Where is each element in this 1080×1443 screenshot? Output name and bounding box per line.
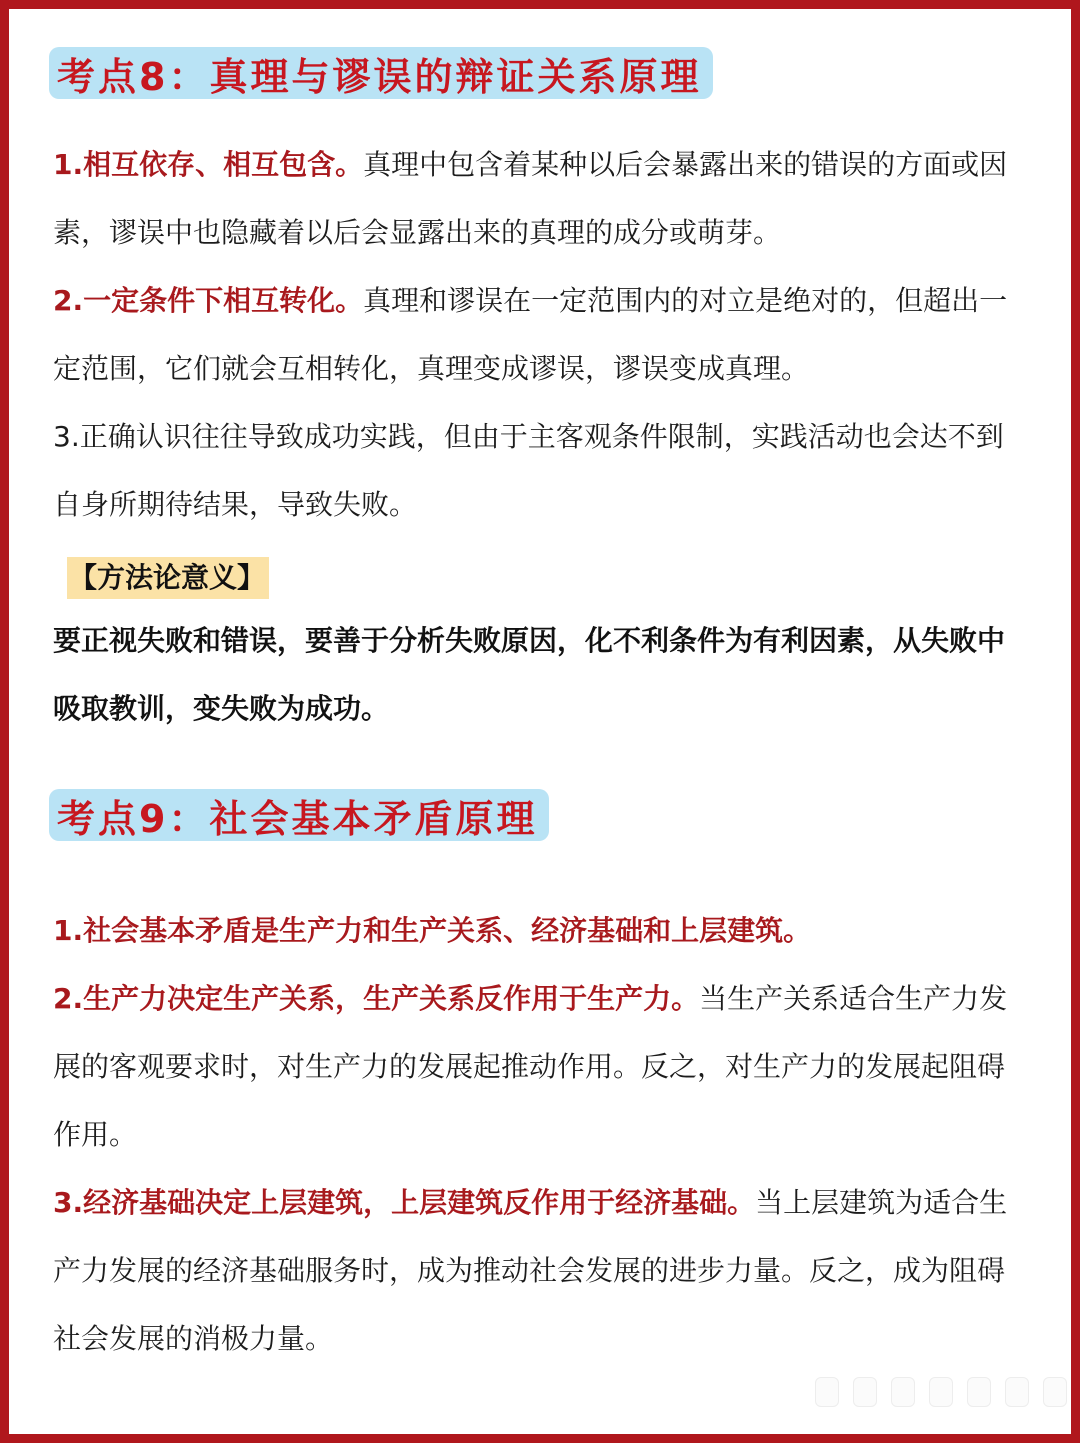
methodology-tag: 【方法论意义】	[67, 557, 269, 599]
point-text: 真理中包含着某种以后会暴露出来的错误的方面或因素，谬误中也隐藏着以后会显露出来的真理的成分或萌芽。	[53, 148, 1008, 249]
section-9-point-2	[53, 965, 1023, 1169]
section-9-point-1	[53, 897, 1023, 965]
point-text: 真理和谬误在一定范围内的对立是绝对的，但超出一定范围，它们就会互相转化，真理变成谬误，谬误变成真理。	[53, 284, 1008, 385]
point-text: 当上层建筑为适合生产力发展的经济基础服务时，成为推动社会发展的进步力量。反之，成为阻碍社会发展的消极力量。	[53, 1186, 1008, 1355]
point-lead: 2.生产力决定生产关系，生产关系反作用于生产力。	[53, 982, 700, 1015]
section-8-heading	[49, 47, 713, 99]
watermark-mark	[1005, 1377, 1029, 1407]
watermark-mark	[929, 1377, 953, 1407]
watermark-mark	[815, 1377, 839, 1407]
watermark-mark	[967, 1377, 991, 1407]
section-8-point-2	[53, 267, 1023, 403]
point-lead: 2.一定条件下相互转化。	[53, 284, 364, 317]
section-8-point-1	[53, 131, 1023, 267]
section-9-heading	[49, 789, 549, 841]
watermark-mark	[1043, 1377, 1067, 1407]
watermark-sticker	[815, 1377, 1067, 1407]
section-8-point-3	[53, 403, 1023, 539]
point-text: 当生产关系适合生产力发展的客观要求时，对生产力的发展起推动作用。反之，对生产力的发展起阻碍作用。	[53, 982, 1008, 1151]
document-page	[9, 9, 1071, 1434]
methodology-text: 要正视失败和错误，要善于分析失败原因，化不利条件为有利因素，从失败中吸取教训，变失败为成功。	[53, 624, 1006, 725]
point-lead: 3.经济基础决定上层建筑，上层建筑反作用于经济基础。	[53, 1186, 756, 1219]
point-lead: 1.社会基本矛盾是生产力和生产关系、经济基础和上层建筑。	[53, 914, 812, 947]
section-9-point-3	[53, 1169, 1023, 1373]
point-text: 3.正确认识往往导致成功实践，但由于主客观条件限制，实践活动也会达不到自身所期待结果，导致失败。	[53, 420, 1004, 521]
watermark-mark	[853, 1377, 877, 1407]
point-lead: 1.相互依存、相互包含。	[53, 148, 364, 181]
section-9-heading-text: 考点9：社会基本矛盾原理	[57, 796, 538, 841]
watermark-mark	[891, 1377, 915, 1407]
section-8-heading-text: 考点8：真理与谬误的辩证关系原理	[57, 54, 702, 99]
